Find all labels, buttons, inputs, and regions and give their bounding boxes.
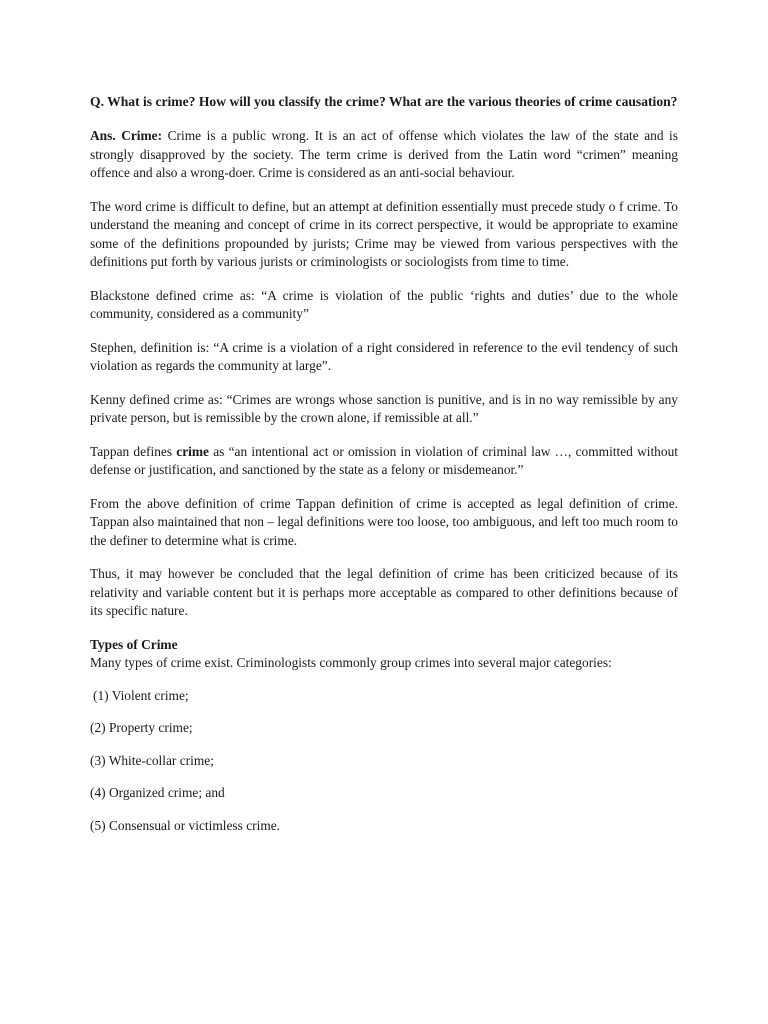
legal-definition-paragraph: From the above definition of crime Tappan definition of crime is accepted as legal definition of crime. Tappan also maintained that non – legal definitions were too loose, too ambiguous, and left too much room to the definer to determine what is crime. (90, 495, 678, 548)
kenny-definition: Kenny defined crime as: “Crimes are wrongs whose sanction is punitive, and is in no way remissible by any private person, but is remissible by the crown alone, if remissible at all.” (90, 391, 678, 425)
answer-text: Crime is a public wrong. It is an act of offense which violates the law of the state and is strongly disapproved by the society. The term crime is derived from the Latin word “crimen” meaning offence and also a wrong-doer. Crime is considered as an anti-social behaviour. (90, 128, 678, 180)
question-heading: Q. What is crime? How will you classify the crime? What are the various theories of crime causation? (90, 94, 678, 109)
blackstone-definition: Blackstone defined crime as: “A crime is violation of the public ‘rights and duties’ due to the whole community, considered as a community” (90, 287, 678, 321)
list-item: (4) Organized crime; and (90, 785, 225, 800)
stephen-definition: Stephen, definition is: “A crime is a violation of a right considered in reference to the evil tendency of such violation as regards the community at large”. (90, 339, 678, 373)
tappan-bold: crime (176, 443, 210, 459)
list-item: (3) White-collar crime; (90, 752, 214, 768)
answer-label: Ans. Crime: (90, 128, 163, 143)
document-body (90, 92, 678, 835)
tappan-definition (90, 443, 678, 480)
types-heading: Types of Crime (90, 636, 178, 652)
conclusion-paragraph: Thus, it may however be concluded that the legal definition of crime has been criticized because of its relativity and variable content but it is perhaps more acceptable as compared to other definitions because of its specific nature. (90, 566, 678, 618)
tappan-post: as “an intentional act or omission in violation of criminal law …, committed without defense or justification, and sanctioned by the state as a felony or misdemeanor.” (90, 443, 678, 477)
types-intro: Many types of crime exist. Criminologists commonly group crimes into several major categories: (90, 655, 612, 670)
answer-paragraph (90, 127, 678, 183)
list-item: (2) Property crime; (90, 720, 193, 735)
definition-difficulty-paragraph: The word crime is difficult to define, but an attempt at definition essentially must precede study o f crime. To understand the meaning and concept of crime in its correct perspective, it would be appropriate to examine some of the definitions propounded by jurists; Crime may be viewed from various perspectives with the definitions put forth by various jurists or criminologists or sociologists from time to time. (90, 198, 678, 269)
tappan-pre: Tappan defines (90, 443, 177, 459)
list-item: (5) Consensual or victimless crime. (90, 817, 281, 833)
list-item: (1) Violent crime; (93, 687, 189, 703)
